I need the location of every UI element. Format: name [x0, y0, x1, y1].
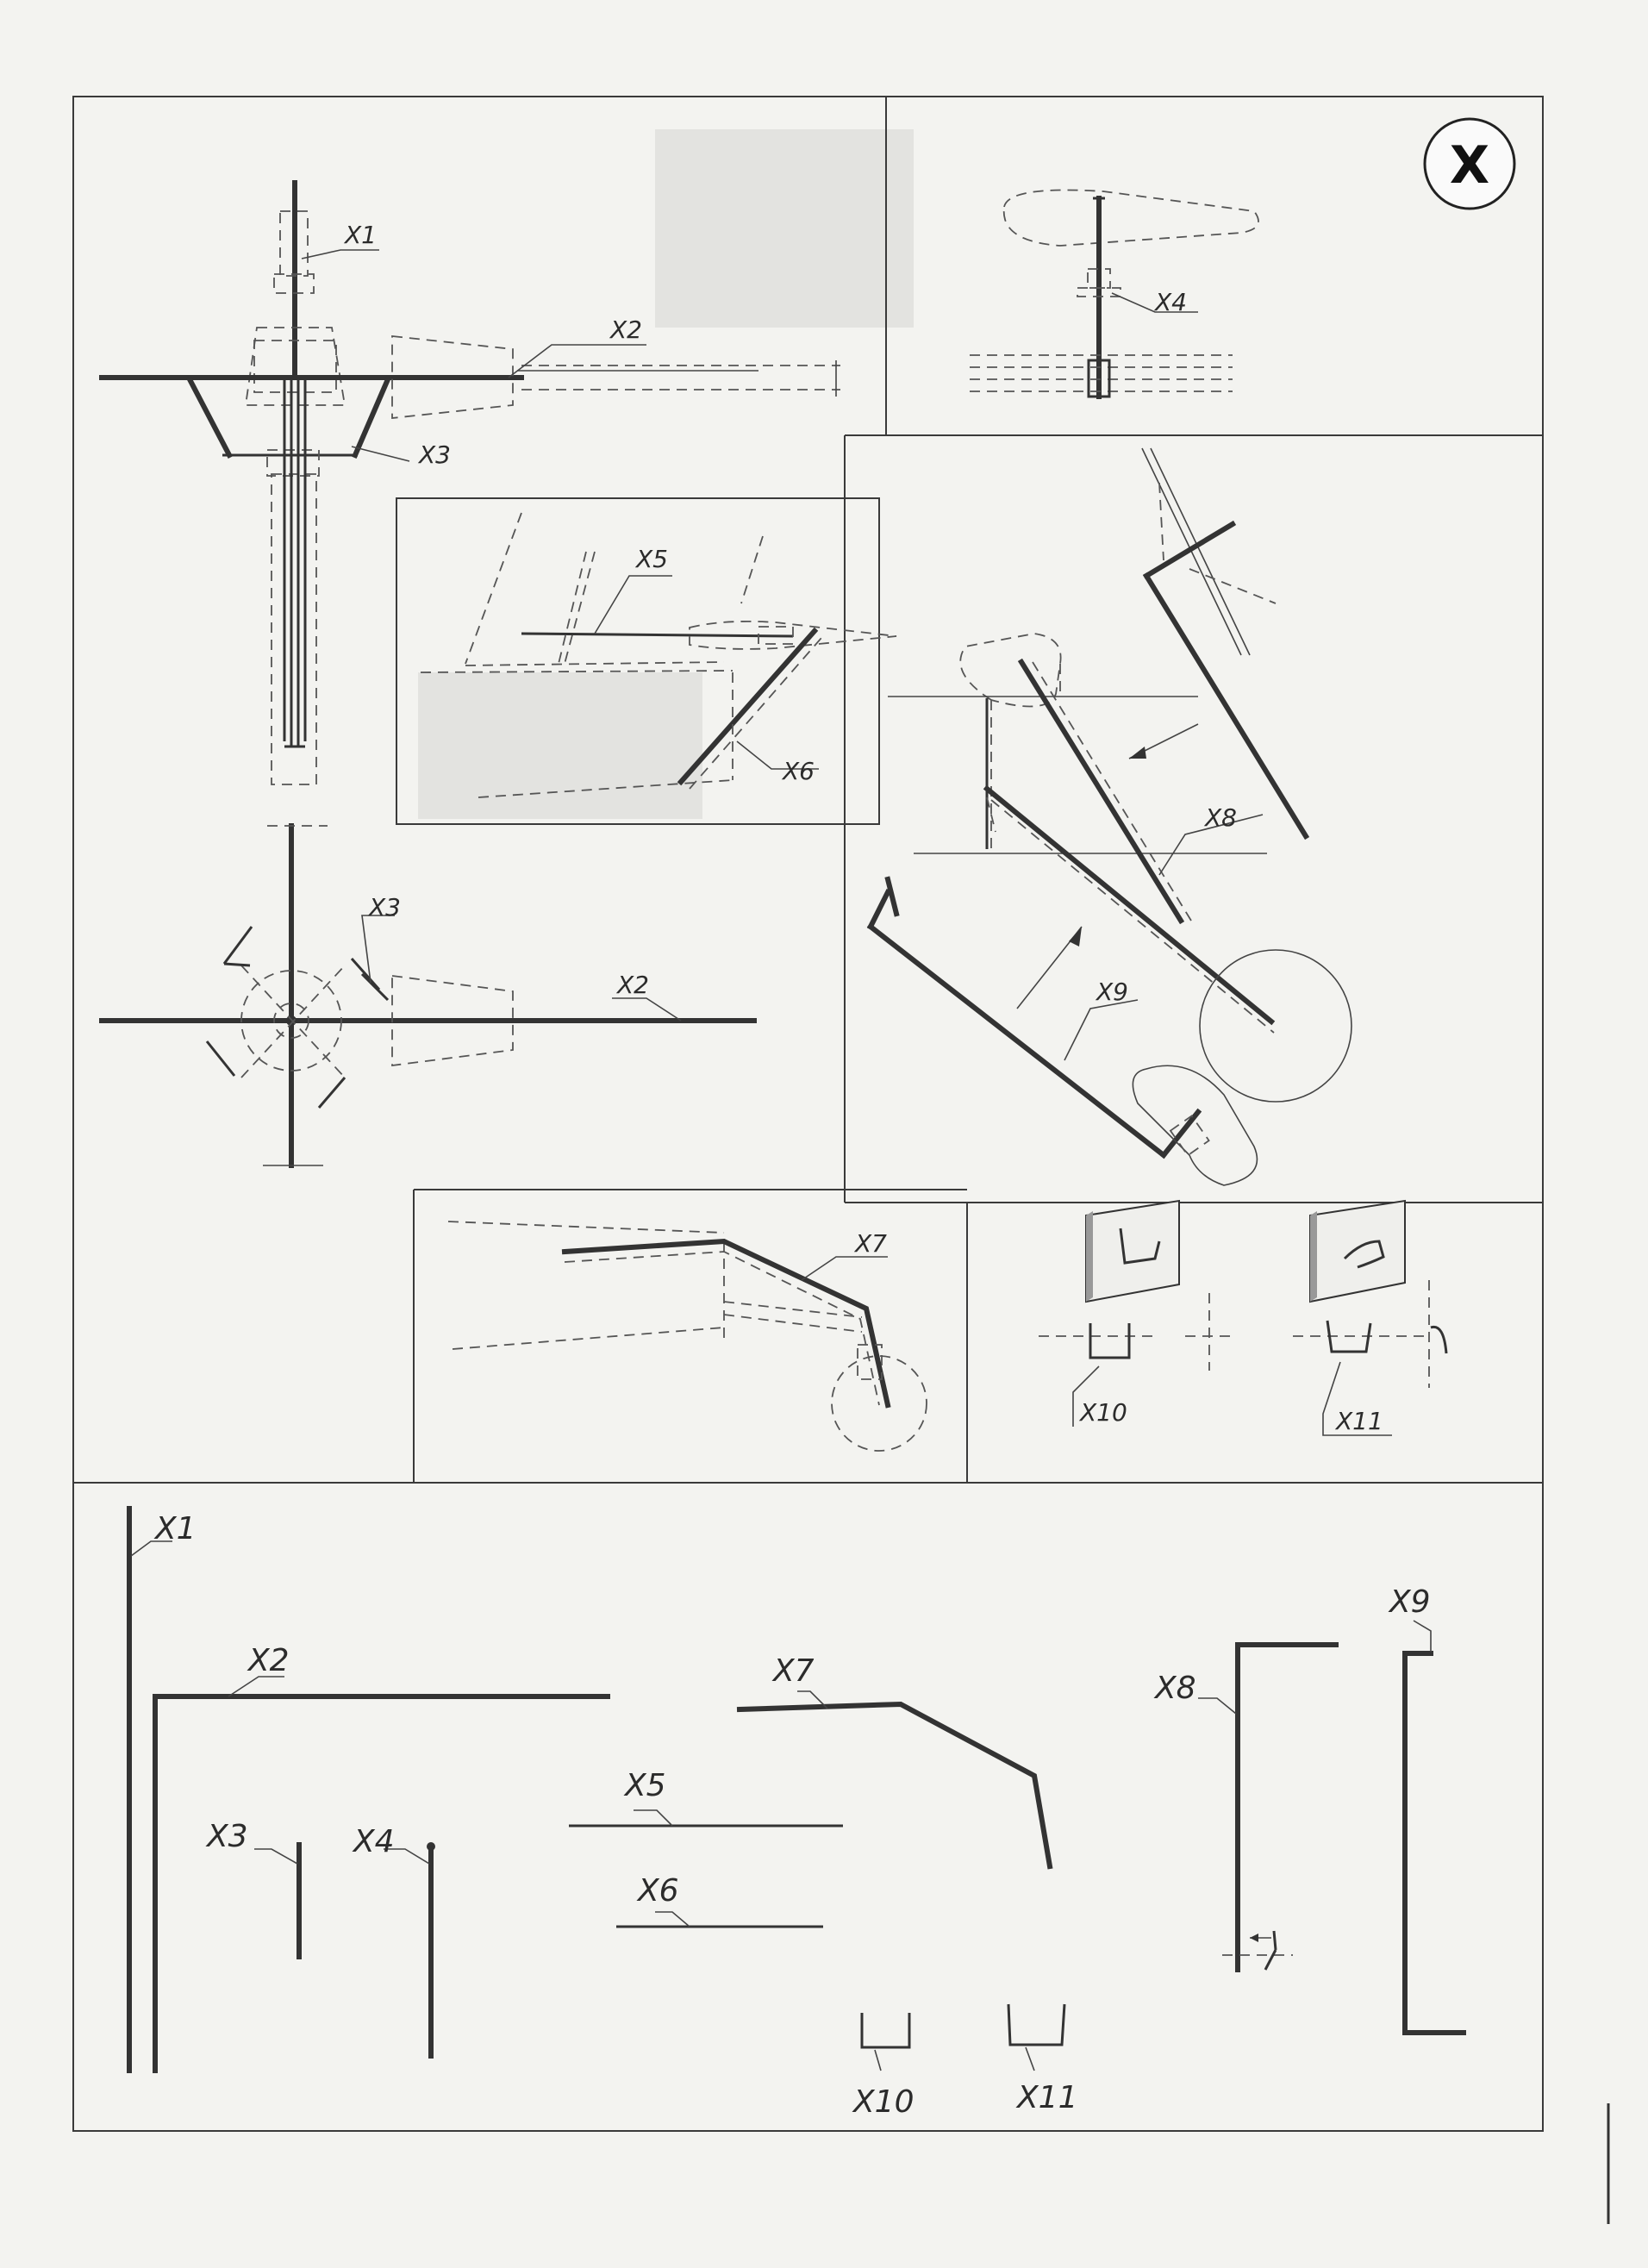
part-label-x11: X11 — [1017, 2080, 1078, 2115]
background-shading — [655, 129, 914, 328]
part-label-x1: X1 — [155, 1511, 197, 1546]
main-gear-assembly — [871, 448, 1351, 1185]
part-label-x5: X5 — [625, 1768, 666, 1803]
x4-wing-section — [970, 190, 1258, 397]
label-x2: X2 — [610, 316, 642, 344]
label-x3: X3 — [419, 440, 451, 469]
part-label-x10: X10 — [853, 2084, 915, 2120]
part-label-x7: X7 — [773, 1653, 815, 1689]
badge-text: X — [1449, 135, 1490, 196]
part-x9-wire — [1405, 1653, 1464, 2033]
label-x11: X11 — [1336, 1407, 1383, 1435]
part-label-x9: X9 — [1389, 1584, 1431, 1620]
label-x6: X6 — [783, 757, 815, 785]
part-x2-wire — [155, 1696, 608, 2071]
part-x7-wire — [740, 1704, 1050, 1866]
label-x9: X9 — [1096, 978, 1128, 1006]
label-x4: X4 — [1155, 288, 1187, 316]
part-x10-clip — [862, 2013, 909, 2047]
label-x8: X8 — [1205, 803, 1237, 832]
label-x2-top-view: X2 — [617, 971, 649, 999]
label-x1: X1 — [345, 221, 377, 249]
part-x11-clip — [1008, 2004, 1064, 2045]
label-x5: X5 — [636, 545, 668, 573]
part-label-x8: X8 — [1155, 1671, 1196, 1706]
background-shading-inset — [418, 672, 702, 819]
sheet-badge — [1425, 119, 1514, 209]
label-x3-top-view: X3 — [369, 893, 401, 922]
part-label-x6: X6 — [638, 1873, 679, 1909]
part-label-x2: X2 — [248, 1643, 290, 1678]
part-label-x3: X3 — [207, 1819, 248, 1854]
parts-list — [129, 1509, 1464, 2071]
label-x7: X7 — [855, 1229, 887, 1258]
nose-gear-top-view — [102, 826, 754, 1165]
part-label-x4: X4 — [353, 1824, 395, 1859]
label-x10: X10 — [1080, 1398, 1127, 1427]
part-x8-wire — [1238, 1645, 1336, 1970]
